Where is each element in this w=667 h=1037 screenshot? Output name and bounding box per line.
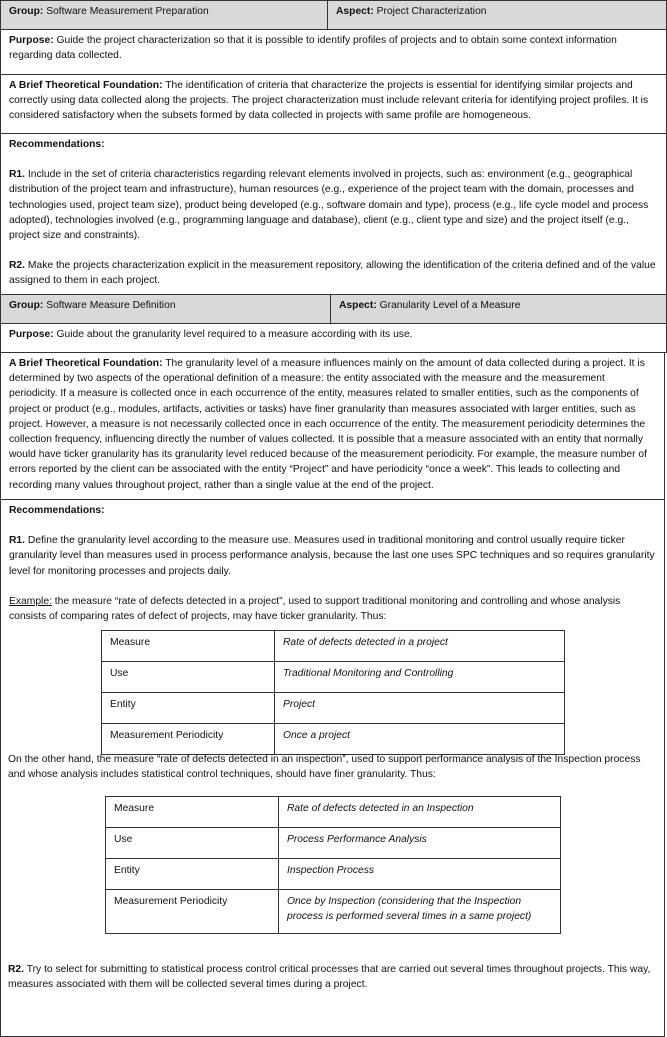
s2-purpose-text: Guide about the granularity level required to a measure according with its use. xyxy=(56,329,413,340)
row-value: Rate of defects detected in an Inspection xyxy=(279,797,561,828)
s1-aspect-cell xyxy=(327,0,667,30)
s1-r1-text: Include in the set of criteria characteristics regarding relevant elements involved in projects, such as: environment (e.g., geographical distribution of the project team and infrastructure), human resources (e.g., experience of the project team with the domain, processes and technologies used, project team size), product being developed (e.g., software domain and type), process (e.g., life cycle model and process adopted), technologies involved (e.g., programming language and database), client (e.g., client type and size) and the project itself (e.g., project size and constraints). xyxy=(9,169,649,242)
s2-r1-text: Define the granularity level according to the measure use. Measures used in traditional monitoring and control usually require ticker granularity level than measures used in process performance analysis, because the last one uses SPC techniques and so requires granularity level for monitoring processes and projects daily. xyxy=(9,535,655,577)
s2-foundation-label: A Brief Theoretical Foundation: xyxy=(9,358,163,369)
s1-group-cell xyxy=(0,0,328,30)
s2-aspect-value: Granularity Level of a Measure xyxy=(379,300,521,311)
s2-r2-text: Try to select for submitting to statistical process control critical processes that are carried out several times throughout projects. This way, measures associated with them will be collected several times during a project. xyxy=(8,964,651,991)
row-key: Use xyxy=(106,828,279,859)
s2-example-text: the measure “rate of defects detected in a project”, used to support traditional monitoring and controlling and whose analysis consists of comparing rates of defect of projects, may have ticker granularity. Thus: xyxy=(9,595,621,623)
table-row xyxy=(106,890,561,934)
s2-group-value: Software Measure Definition xyxy=(46,300,176,311)
s1-foundation-text: The identification of criteria that characterize the projects is essential for identifying similar projects and correctly using data collected along the projects. The project characterization must include relevant criteria for identifying project profiles. It is considered satisfactory when the subsets formed by data collected in projects with same profile are homogeneous. xyxy=(9,80,649,122)
s2-r2-label: R2. xyxy=(8,964,25,975)
s2-r1-label: R1. xyxy=(9,535,26,547)
table-row xyxy=(102,631,565,662)
s1-recommendations-label: Recommendations: xyxy=(9,139,105,150)
table-row xyxy=(106,859,561,890)
s1-group-label: Group: xyxy=(9,6,44,17)
s1-purpose-cell xyxy=(0,29,667,75)
s2-foundation-cell xyxy=(0,352,665,500)
s1-foundation-cell xyxy=(0,74,667,134)
row-value: Rate of defects detected in a project xyxy=(275,631,565,662)
row-key: Measurement Periodicity xyxy=(102,724,275,755)
s2-group-label: Group: xyxy=(9,300,44,311)
row-key: Entity xyxy=(102,693,275,724)
s2-foundation-text: The granularity level of a measure influences mainly on the amount of data collected during a project. It is determined by two aspects of the operational definition of a measure: the entity associated with the measure and the measurement periodicity. If a measure is collected once in each occurrence of the entity, measures related to smaller entities, such as the components of project or product (e.g., modules, artifacts, activities or tasks) have finer granularity than measures associated with larger entities, such as project. However, a measure is not necessarily collected once in each occurrence of the entity. The measurement periodicity determines the collection frequency, influencing directly the number of values collected. It is possible that a measure associated with an entity that normally would have ticker granularity has its granularity level reduced because of the measurement periodicity. For example, the measure number of errors reported by the client can be associated with the entity “Project” and have periodicity “once a week”. This leads to collecting and recording many values throughout project, rather than a single value at the end of the project. xyxy=(9,358,647,491)
s1-purpose-text: Guide the project characterization so that it is possible to identify profiles of projects and to obtain some context information regarding data collected. xyxy=(9,35,617,62)
table-row xyxy=(102,724,565,755)
s2-example-label: Example: xyxy=(9,595,52,607)
s2-r2 xyxy=(8,962,660,992)
row-value: Once by Inspection (considering that the Inspection process is performed several times in a same project) xyxy=(279,890,561,934)
s2-purpose-cell xyxy=(0,323,667,353)
s1-r2 xyxy=(9,258,658,288)
row-value: Once a project xyxy=(275,724,565,755)
row-key: Measure xyxy=(106,797,279,828)
example-table-1 xyxy=(101,630,565,755)
s1-aspect-value: Project Characterization xyxy=(376,6,487,17)
table-row xyxy=(102,662,565,693)
row-value: Process Performance Analysis xyxy=(279,828,561,859)
s1-r1-label: R1. xyxy=(9,169,26,181)
s2-aspect-label: Aspect: xyxy=(339,300,377,311)
s2-other-hand-text: On the other hand, the measure “rate of defects detected in an inspection”, used to support performance analysis of the Inspection process and whose analysis includes statistical control techniques, should have finer granularity. Thus: xyxy=(8,754,641,781)
s1-aspect-label: Aspect: xyxy=(336,6,374,17)
s1-r1 xyxy=(9,167,658,243)
s2-recommendations-label: Recommendations: xyxy=(9,505,105,516)
row-key: Measurement Periodicity xyxy=(106,890,279,934)
s1-r2-text: Make the projects characterization explicit in the measurement repository, allowing the identification of the criteria defined and of the value assigned to them in each project. xyxy=(9,260,656,287)
table-row xyxy=(102,693,565,724)
s2-aspect-cell xyxy=(330,294,667,324)
table-row xyxy=(106,828,561,859)
s1-group-value: Software Measurement Preparation xyxy=(46,6,209,17)
s1-recommendations-cell xyxy=(0,133,667,295)
example-table-2 xyxy=(105,796,561,934)
table-row xyxy=(106,797,561,828)
s1-r2-label: R2. xyxy=(9,260,26,272)
s2-example xyxy=(9,594,656,624)
s2-group-cell xyxy=(0,294,331,324)
row-key: Use xyxy=(102,662,275,693)
s1-foundation-label: A Brief Theoretical Foundation: xyxy=(9,80,163,91)
s1-purpose-label: Purpose: xyxy=(9,35,54,46)
row-value: Project xyxy=(275,693,565,724)
row-key: Entity xyxy=(106,859,279,890)
s2-r1 xyxy=(9,533,656,579)
s2-purpose-label: Purpose: xyxy=(9,329,54,340)
row-key: Measure xyxy=(102,631,275,662)
row-value: Inspection Process xyxy=(279,859,561,890)
row-value: Traditional Monitoring and Controlling xyxy=(275,662,565,693)
